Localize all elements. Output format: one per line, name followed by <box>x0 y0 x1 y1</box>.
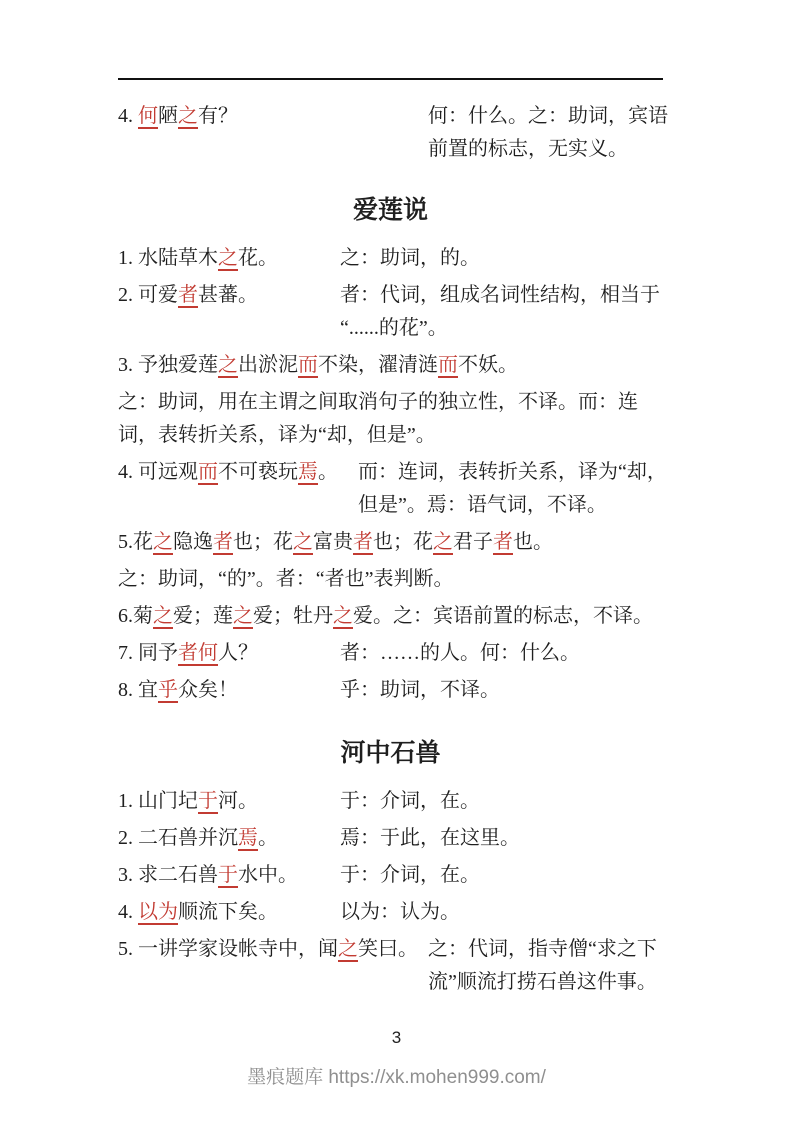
text-segment: 之：助词，的。 <box>340 247 480 269</box>
text-segment: 以为：认为。 <box>340 901 460 923</box>
text-segment: 词，表转折关系，译为“却，但是”。 <box>118 424 436 446</box>
item-row <box>118 822 663 855</box>
classical-sentence <box>118 242 340 275</box>
explanation <box>340 896 663 929</box>
text-segment: 8. 宜 <box>118 679 158 701</box>
text-segment: 但是”。焉：语气词，不译。 <box>358 494 607 516</box>
classical-sentence <box>118 526 663 559</box>
item-row <box>118 674 663 707</box>
text-segment: 而：连词，表转折关系，译为“却， <box>358 461 667 483</box>
highlighted-particle: 者 <box>178 284 198 306</box>
text-segment: 何：什么。之：助词，宾语 <box>428 105 668 127</box>
classical-sentence <box>118 822 340 855</box>
explanation <box>340 785 663 818</box>
highlighted-particle: 之 <box>233 605 253 627</box>
text-segment: 爱；莲 <box>173 605 233 627</box>
text-segment: 6.菊 <box>118 605 153 627</box>
page-number: 3 <box>391 1028 402 1047</box>
text-segment: 之：宾语前置的标志，不译。 <box>393 605 653 627</box>
text-segment: 2. 可爱 <box>118 284 178 306</box>
text-segment: 之：助词，“的”。者：“者也”表判断。 <box>118 568 454 590</box>
highlighted-particle: 者 <box>353 531 373 553</box>
item-row <box>118 100 668 166</box>
item-row <box>118 600 663 633</box>
text-segment: 不妖。 <box>458 354 518 376</box>
item-row <box>118 242 663 275</box>
text-segment: 隐逸 <box>173 531 213 553</box>
text-segment: 焉：于此，在这里。 <box>340 827 520 849</box>
text-segment: 花。 <box>238 247 278 269</box>
highlighted-particle: 之 <box>153 605 173 627</box>
classical-sentence <box>118 896 340 929</box>
text-segment: 爱；牡丹 <box>253 605 333 627</box>
highlighted-particle: 何 <box>138 105 158 127</box>
text-segment: 1. 山门圮 <box>118 790 198 812</box>
explanation <box>340 637 663 670</box>
classical-sentence <box>118 349 663 382</box>
highlighted-particle: 之 <box>433 531 453 553</box>
classical-sentence <box>118 674 340 707</box>
text-segment: 5.花 <box>118 531 153 553</box>
highlighted-particle: 而 <box>298 354 318 376</box>
text-segment: 者：代词，组成名词性结构，相当于 <box>340 284 660 306</box>
text-segment: 河。 <box>218 790 258 812</box>
explanation <box>340 242 663 275</box>
item-row <box>118 785 663 818</box>
highlighted-particle: 者 <box>213 531 233 553</box>
text-segment: 流”顺流打捞石兽这件事。 <box>428 971 657 993</box>
text-segment: 前置的标志，无实义。 <box>428 138 628 160</box>
highlighted-particle: 之 <box>218 247 238 269</box>
text-segment: 4. <box>118 105 138 127</box>
text-segment: 3. 求二石兽 <box>118 864 218 886</box>
classical-sentence <box>118 933 428 999</box>
classical-sentence <box>118 637 340 670</box>
highlighted-particle: 之 <box>293 531 313 553</box>
explanation <box>428 933 663 999</box>
text-segment: 于：介词，在。 <box>340 790 480 812</box>
text-segment: 也；花 <box>233 531 293 553</box>
highlighted-particle: 焉 <box>298 461 318 483</box>
text-segment: 也；花 <box>373 531 433 553</box>
text-segment: “......的花”。 <box>340 317 448 339</box>
highlighted-particle: 乎 <box>158 679 178 701</box>
text-segment: 于：介词，在。 <box>340 864 480 886</box>
highlighted-particle: 而 <box>198 461 218 483</box>
text-segment: 乎：助词，不译。 <box>340 679 500 701</box>
explanation <box>340 822 663 855</box>
explanation <box>358 456 667 522</box>
classical-sentence <box>118 785 340 818</box>
section-title-ailianshuo: 爱莲说 <box>352 197 428 224</box>
text-segment: 7. 同予 <box>118 642 178 664</box>
highlighted-particle: 者何 <box>178 642 218 664</box>
item-row <box>118 349 663 452</box>
highlighted-particle: 于 <box>198 790 218 812</box>
text-segment: 2. 二石兽并沉 <box>118 827 238 849</box>
text-segment: 笑曰。 <box>358 938 418 960</box>
item-row <box>118 933 663 999</box>
highlighted-particle: 之 <box>178 105 198 127</box>
item-row <box>118 896 663 929</box>
highlighted-particle: 者 <box>493 531 513 553</box>
explanation <box>118 386 663 452</box>
highlighted-particle: 之 <box>338 938 358 960</box>
text-segment: 1. 水陆草木 <box>118 247 218 269</box>
highlighted-particle: 于 <box>218 864 238 886</box>
text-segment: 。 <box>258 827 278 849</box>
explanation <box>340 859 663 892</box>
classical-sentence <box>118 279 340 345</box>
text-segment: 爱。 <box>353 605 393 627</box>
text-segment: 人？ <box>218 642 258 664</box>
section-title-hezhongshishou: 河中石兽 <box>340 740 441 767</box>
footer-site-url: 墨痕题库 https://xk.mohen999.com/ <box>247 1067 546 1088</box>
text-segment: 顺流下矣。 <box>178 901 278 923</box>
text-segment: 有？ <box>198 105 238 127</box>
text-segment: 水中。 <box>238 864 298 886</box>
classical-sentence <box>118 456 358 522</box>
explanation <box>340 279 663 345</box>
text-segment: 陋 <box>158 105 178 127</box>
text-segment: 。 <box>318 461 338 483</box>
highlighted-particle: 之 <box>218 354 238 376</box>
text-segment: 出淤泥 <box>238 354 298 376</box>
explanation <box>118 563 663 596</box>
item-row <box>118 456 667 522</box>
text-segment: 君子 <box>453 531 493 553</box>
text-segment: 富贵 <box>313 531 353 553</box>
text-segment: 也。 <box>513 531 553 553</box>
highlighted-particle: 之 <box>333 605 353 627</box>
text-segment: 3. 予独爱莲 <box>118 354 218 376</box>
text-segment: 不染，濯清涟 <box>318 354 438 376</box>
classical-sentence <box>118 859 340 892</box>
text-segment: 之：代词，指寺僧“求之下 <box>428 938 657 960</box>
text-segment: 众矣！ <box>178 679 238 701</box>
item-row <box>118 279 663 345</box>
highlighted-particle: 而 <box>438 354 458 376</box>
item-row <box>118 637 663 670</box>
highlighted-particle: 焉 <box>238 827 258 849</box>
text-segment: 者：……的人。何：什么。 <box>340 642 580 664</box>
page-content <box>118 0 668 1003</box>
text-segment: 不可亵玩 <box>218 461 298 483</box>
text-segment: 4. 可远观 <box>118 461 198 483</box>
text-segment: 之：助词，用在主谓之间取消句子的独立性，不译。而：连 <box>118 391 638 413</box>
item-row <box>118 526 663 596</box>
text-segment: 5. 一讲学家设帐寺中，闻 <box>118 938 338 960</box>
explanation <box>393 605 653 627</box>
highlighted-particle: 之 <box>153 531 173 553</box>
item-row <box>118 859 663 892</box>
top-rule-divider <box>118 78 663 80</box>
explanation <box>428 100 668 166</box>
classical-sentence <box>118 100 428 166</box>
explanation <box>340 674 663 707</box>
highlighted-particle: 以为 <box>138 901 178 923</box>
text-segment: 甚蕃。 <box>198 284 258 306</box>
classical-sentence <box>118 605 393 629</box>
text-segment: 4. <box>118 901 138 923</box>
